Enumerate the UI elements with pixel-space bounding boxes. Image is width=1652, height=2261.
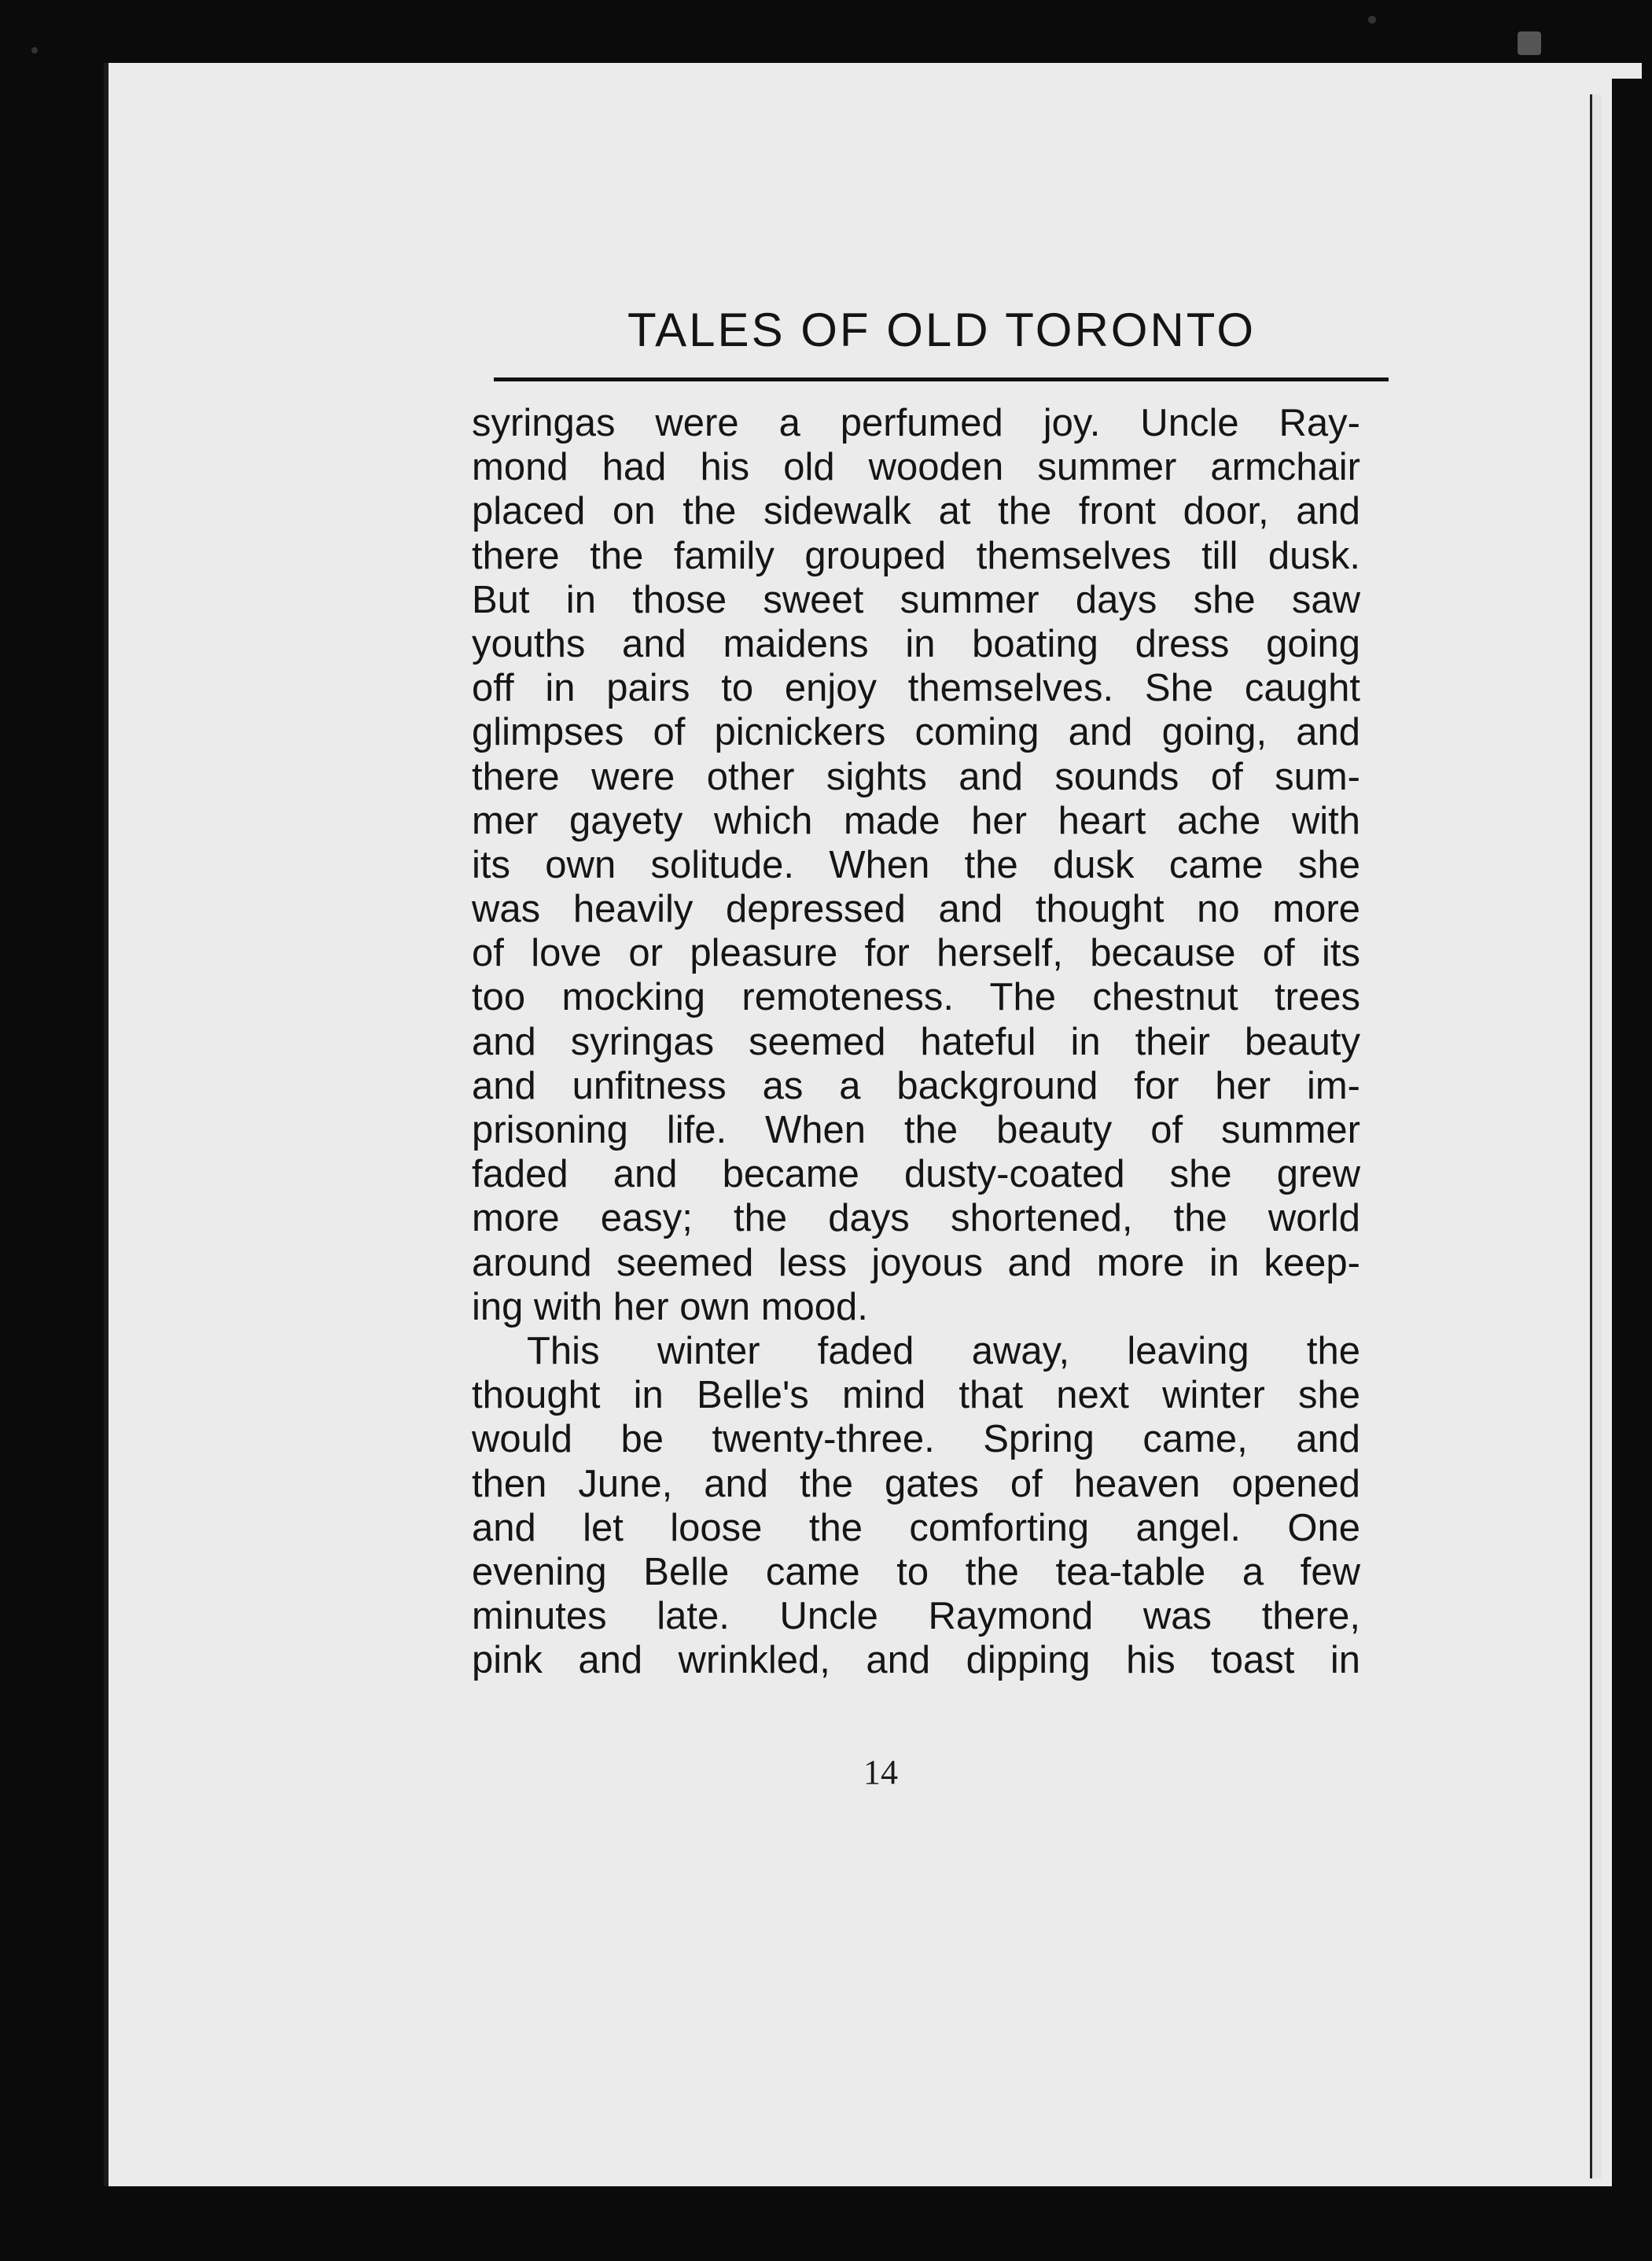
text-line: prisoning life. When the beauty of summer	[472, 1109, 1360, 1151]
text-line: and unfitness as a background for her im-	[472, 1064, 1360, 1107]
text-line: thought in Belle's mind that next winter she	[472, 1374, 1360, 1417]
text-line: and let loose the comforting angel. One	[472, 1506, 1360, 1549]
text-line: syringas were a perfumed joy. Uncle Ray-	[472, 402, 1360, 444]
text-line: mer gayety which made her heart ache with	[472, 799, 1360, 842]
text-line: pink and wrinkled, and dipping his toast in	[472, 1639, 1360, 1682]
text-line: too mocking remoteness. The chestnut trees	[472, 976, 1360, 1019]
scan-speck	[31, 47, 38, 53]
text-line: youths and maidens in boating dress going	[472, 622, 1360, 665]
scan-speck	[1518, 31, 1541, 55]
text-line: placed on the sidewalk at the front door, and	[472, 490, 1360, 533]
text-line: was heavily depressed and thought no more	[472, 888, 1360, 931]
text-line: of love or pleasure for herself, because of its	[472, 932, 1360, 975]
text-line: more easy; the days shortened, the world	[472, 1197, 1360, 1240]
text-line: evening Belle came to the tea-table a few	[472, 1550, 1360, 1593]
text-line: But in those sweet summer days she saw	[472, 578, 1360, 621]
facing-page-edge	[1590, 94, 1602, 2178]
scan-speck	[1368, 16, 1376, 24]
text-line: there were other sights and sounds of sum-	[472, 755, 1360, 798]
text-line: there the family grouped themselves till dusk.	[472, 534, 1360, 577]
text-line: its own solitude. When the dusk came she	[472, 843, 1360, 886]
text-line: glimpses of picnickers coming and going, and	[472, 711, 1360, 754]
text-line: off in pairs to enjoy themselves. She caught	[472, 667, 1360, 710]
text-line: and syringas seemed hateful in their beauty	[472, 1020, 1360, 1063]
scan-border	[1612, 79, 1652, 2202]
text-line: ing with her own mood.	[472, 1285, 868, 1328]
text-line: then June, and the gates of heaven opened	[472, 1462, 1360, 1505]
page-header	[495, 303, 1388, 358]
text-line: This winter faded away, leaving the	[527, 1329, 1360, 1372]
text-line: minutes late. Uncle Raymond was there,	[472, 1595, 1360, 1638]
text-line: would be twenty-three. Spring came, and	[472, 1418, 1360, 1461]
text-line: faded and became dusty-coated she grew	[472, 1153, 1360, 1196]
text-line: mond had his old wooden summer armchair	[472, 446, 1360, 489]
page-number: 14	[863, 1753, 898, 1791]
body-text	[472, 401, 1360, 1682]
running-head: TALES OF OLD TORONTO	[627, 304, 1256, 356]
text-line: around seemed less joyous and more in keep-	[472, 1241, 1360, 1284]
header-rule	[494, 377, 1389, 381]
